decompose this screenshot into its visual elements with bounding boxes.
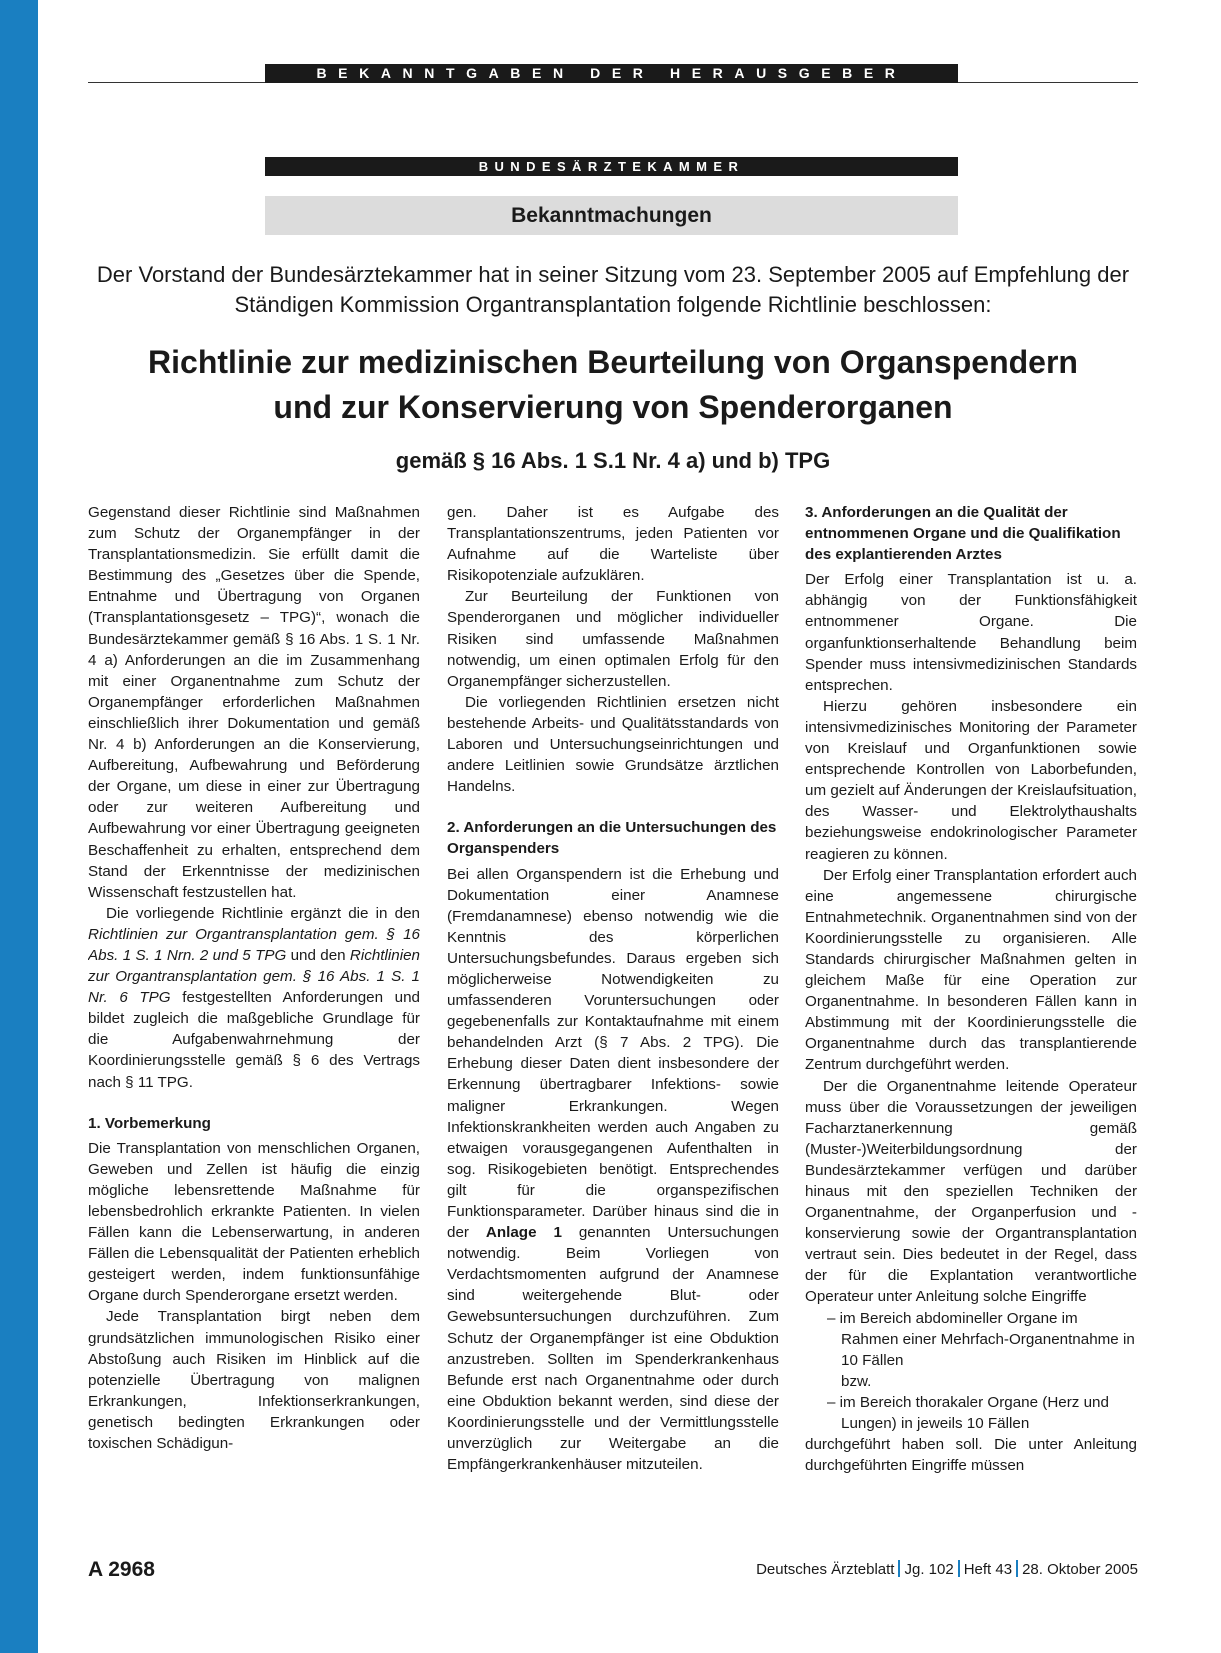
document-title [88,340,1138,430]
reference-italic: Richtlinien zur Organtransplantation gem. § 16 Abs. 1 S. 1 Nr. 6 TPG [88,946,420,1007]
document-subtitle: gemäß § 16 Abs. 1 S.1 Nr. 4 a) und b) TPG [395,448,831,473]
list-connector: bzw. [841,1372,872,1390]
list-item: – im Bereich thorakaler Organe (Herz und Lungen) in jeweils 10 Fällen [827,1393,1109,1433]
reference-italic: Richtlinien zur Organtransplantation gem. § 16 Abs. 1 S. 1 Nrn. 2 und 5 TPG [88,925,420,964]
separator [898,1560,900,1577]
title-line-1: Richtlinie zur medizinischen Beurteilung von Organspendern [148,344,1078,380]
paragraph: Der Erfolg einer Transplantation ist u. a. abhängig von der Funktionsfähigkeit entnommener Organe. Die organfunktionserhaltende Behandlung beim Spender muss intensivmedizinischen Standards entsprechen. [805,571,1137,694]
category-label: Bekanntmachungen [265,196,958,235]
journal-name: Deutsches Ärzteblatt [756,1561,895,1578]
separator [958,1560,960,1577]
paragraph: Die vorliegenden Richtlinien ersetzen nicht bestehende Arbeits- und Qualitätsstandards von Laboren und Untersuchungseinrichtungen und andere Leitlinien sowie Grundsätze ärztlichen Handelns. [447,693,779,796]
column-2 [447,502,779,1542]
list-item: – im Bereich abdomineller Organe im Rahmen einer Mehrfach-Organentnahme in 10 Fällen [827,1309,1135,1369]
paragraph: Die Transplantation von menschlichen Organen, Geweben und Zellen ist häufig die einzig mögliche lebensrettende Maßnahme für lebensbedrohlich erkrankte Patienten. In vielen Fällen kann die Lebenserwartung, in anderen Fällen die Lebensqualität der Patienten erheblich gesteigert werden, indem funktionsunfähige Organe durch Spenderorgane ersetzt werden. [88,1139,420,1305]
section-label: BEKANNTGABEN DER HERAUSGEBER [265,64,958,83]
section-heading-1: 1. Vorbemerkung [88,1114,211,1132]
paragraph: Der Erfolg einer Transplantation erfordert auch eine angemessene chirurgische Entnahmetechnik. Organentnahmen sind von der Koordinierungsstelle zu organisieren. Alle Standards chirurgischer Maßnahmen gelten in gleichem Maße für eine Operation zur Organentnahme. In besonderen Fällen kann in Abstimmung mit der Koordinierungsstelle die Organentnahme durch das transplantierende Zentrum durchgeführt werden. [805,866,1137,1074]
paragraph: Hierzu gehören insbesondere ein intensivmedizinisches Monitoring der Parameter von Kreislauf und Organfunktionen sowie entsprechende Kontrollen von Laborbefunden, um gezielt auf Änderungen der Kreislaufsituation, des Wasser- und Elektrolythaushalts beziehungsweise endokrinologischer Parameter reagieren zu können. [805,697,1137,863]
issue-date: 28. Oktober 2005 [1022,1561,1138,1578]
paragraph: durchgeführt haben soll. Die unter Anleitung durchgeführten Eingriffe müssen [805,1436,1137,1475]
blue-margin-stripe [0,0,38,1653]
requirements-list [805,1308,1137,1435]
annex-reference: Anlage 1 [485,1224,562,1242]
publisher-label: BUNDESÄRZTEKAMMER [265,157,958,176]
volume: Jg. 102 [904,1561,954,1578]
paragraph: Gegenstand dieser Richtlinie sind Maßnahmen zum Schutz der Organempfänger in der Transplantationsmedizin. Sie erfüllt damit die Bestimmung des „Gesetzes über die Spende, Entnahme und Übertragung von Organen (Transplantationsgesetz – TPG)“, wonach die Bundesärztekammer gemäß § 16 Abs. 1 S. 1 Nr. 4 a) Anforderungen an die im Zusammenhang mit einer Organentnahme zum Schutz der Organempfänger erforderlichen Maßnahmen einschließlich ihrer Dokumentation und gemäß Nr. 4 b) Anforderungen an die Konservierung, Aufbereitung, Aufbewahrung und Beförderung der Organe, um diese in einer zur Übertragung oder zur weiteren Aufbereitung und Aufbewahrung vor einer Übertragung geeigneten Beschaffenheit zu erhalten, entsprechend dem Stand der Erkenntnisse der medizinischen Wissenschaft festzustellen hat. [88,504,420,901]
paragraph: Der die Organentnahme leitende Operateur muss über die Voraussetzungen der jeweiligen Facharztanerkennung gemäß (Muster-)Weiterbildungsordnung der Bundesärztekammer verfügen und darüber hinaus mit den speziellen Techniken der Organentnahme, der Organperfusion und -konservierung sowie der Organtransplantation vertraut sein. Dies bedeutet in der Regel, dass der für die Explantation verantwortliche Operateur unter Anleitung solche Eingriffe [805,1077,1137,1306]
paragraph: Die vorliegende Richtlinie ergänzt die in den Richtlinien zur Organtransplantation gem. § 16 Abs. 1 S. 1 Nrn. 2 und 5 TPG und den Richtlinien zur Organtransplantation gem. § 16 Abs. 1 S. 1 Nr. 6 TPG festgestellten Anforderungen und bildet zugleich die maßgebliche Grundlage für die Aufgabenwahrnehmung der Koordinierungsstelle gemäß § 6 des Vertrags nach § 11 TPG. [88,904,420,1091]
column-1 [88,502,420,1542]
title-line-2: und zur Konservierung von Spenderorganen [273,389,953,425]
paragraph: Jede Transplantation birgt neben dem grundsätzlichen immunologischen Risiko einer Abstoßung auch Risiken im Hinblick auf die potenzielle Übertragung von malignen Erkrankungen, Infektionserkrankungen, genetisch bedingten Erkrankungen oder toxischen Schädigun- [88,1308,420,1453]
issue: Heft 43 [963,1561,1013,1578]
section-heading-2: 2. Anforderungen an die Untersuchungen des Organspenders [447,819,777,858]
paragraph: Zur Beurteilung der Funktionen von Spenderorganen und möglicher individueller Risiken sind umfassende Maßnahmen notwendig, um einen optimalen Erfolg für den Organempfänger sicherzustellen. [447,588,779,690]
paragraph: Bei allen Organspendern ist die Erhebung und Dokumentation einer Anamnese (Fremdanamnese) ebenso notwendig wie die Kenntnis des körperlichen Untersuchungsbefundes. Daraus ergeben sich möglicherweise Notwendigkeiten zu umfassenderen Voruntersuchungen oder gegebenenfalls zur Kontaktaufnahme mit einem behandelnden Arzt (§ 7 Abs. 2 TPG). Die Erhebung dieser Daten dient insbesondere der Erkennung übertragbarer Infektions- sowie maligner Erkrankungen. Wegen Infektionskrankheiten werden auch Angaben zu etwaigen vorausgegangenen Aufenthalten in sog. Risikogebieten benötigt. Entsprechendes gilt für die organspezifischen Funktionsparameter. Darüber hinaus sind die in der Anlage 1 genannten Untersuchungen notwendig. Beim Vorliegen von Verdachtsmomenten aufgrund der Anamnese sind weitergehende Blut- oder Gewebsuntersuchungen durchzuführen. Zum Schutz der Organempfänger ist eine Obduktion anzustreben. Sollten im Spenderkrankenhaus Befunde erst nach Organentnahme oder durch eine Obduktion bekannt werden, sind diese der Koordinierungsstelle und der Vermittlungsstelle unverzüglich zur Weitergabe an die Empfängerkrankenhäuser mitzuteilen. [447,865,779,1474]
paragraph: gen. Daher ist es Aufgabe des Transplantationszentrums, jeden Patienten vor Aufnahme auf die Warteliste über Risikopotenziale aufzuklären. [447,504,779,585]
column-3 [805,502,1137,1542]
section-heading-3: 3. Anforderungen an die Qualität der entnommenen Organe und die Qualifikation des explantierenden Arztes [805,504,1121,564]
publication-info [756,1560,1138,1578]
separator [1016,1560,1018,1577]
intro-text: Der Vorstand der Bundesärztekammer hat in seiner Sitzung vom 23. September 2005 auf Empfehlung der Ständigen Kommission Organtransplantation folgende Richtlinie beschlossen: [96,262,1130,317]
page-number: A 2968 [88,1558,155,1581]
